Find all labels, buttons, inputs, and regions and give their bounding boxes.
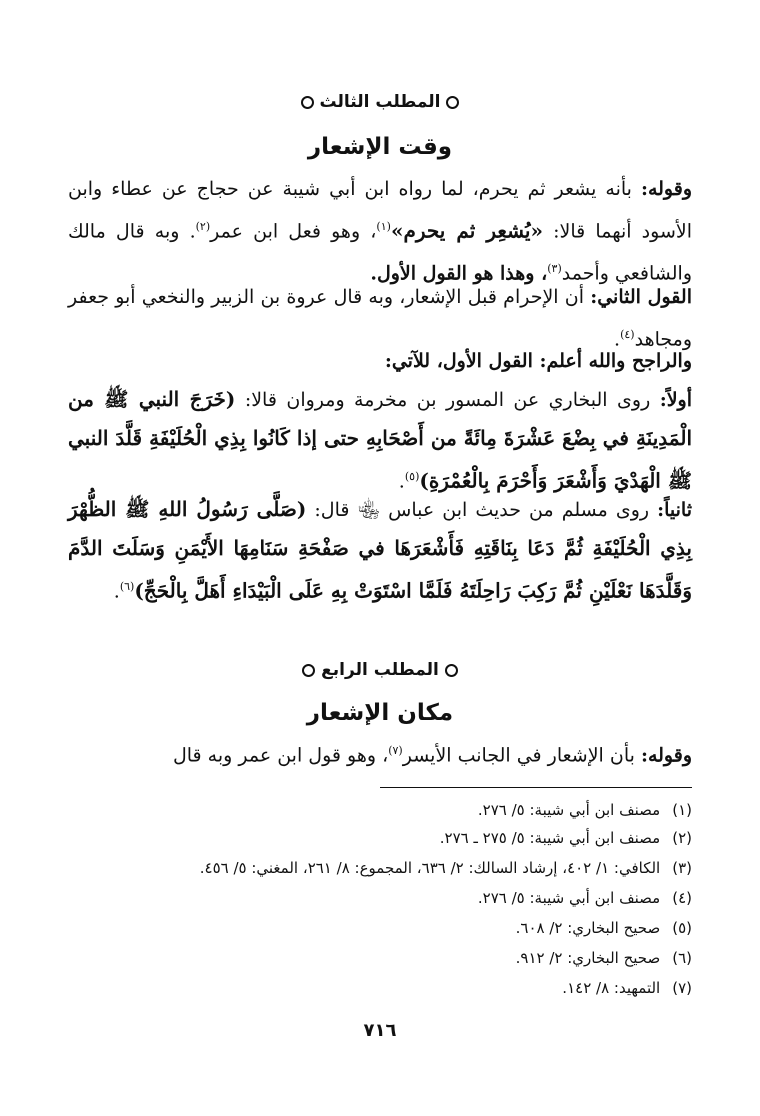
footnote-text: التمهيد: ٨/ ١٤٢. (562, 979, 661, 997)
footnote-6 (68, 948, 692, 968)
heading-place-of-marking: مكان الإشعار (306, 700, 454, 726)
footnote-4 (68, 888, 692, 908)
hadith-quote: «يُشعِر ثم يحرم» (390, 218, 543, 243)
footnote-ref[interactable]: (١) (376, 220, 391, 233)
circle-bullet-icon (445, 664, 458, 677)
para-text: ، وهو فعل ابن عمر (210, 220, 377, 243)
circle-bullet-icon (446, 96, 459, 109)
footnote-text: الكافي: ١/ ٤٠٢، إرشاد السالك: ٢/ ٦٣٦، المجموع: ٨/ ٢٦١، المغني: ٥/ ٤٥٦. (199, 859, 661, 877)
para-text: أن الإحرام قبل الإشعار، وبه قال عروة بن الزبير والنخعي أبو جعفر ومجاهد (68, 286, 692, 351)
section-label-text: المطلب الثالث (319, 92, 441, 112)
footnote-ref[interactable]: (٧) (388, 744, 403, 757)
paragraph-6 (68, 732, 692, 774)
footnote-number: (٣) (672, 859, 692, 877)
para-lead: القول الثاني: (590, 286, 692, 308)
footnote-text: مصنف ابن أبي شيبة: ٥/ ٢٧٦. (477, 889, 661, 907)
footnote-text: صحيح البخاري: ٢/ ٦٠٨. (515, 919, 661, 937)
footnote-ref[interactable]: (٢) (195, 220, 211, 233)
footnote-text: صحيح البخاري: ٢/ ٩١٢. (515, 949, 661, 967)
para-text: . وبه قال مالك والشافعي وأحمد (68, 220, 692, 285)
paragraph-4 (68, 380, 692, 500)
footnote-ref[interactable]: (٥) (404, 470, 420, 483)
para-lead: ثانياً: (657, 499, 692, 521)
footnote-number: (١) (672, 801, 692, 819)
circle-bullet-icon (301, 96, 314, 109)
footnote-number: (٧) (672, 979, 692, 997)
para-text: ، وهذا هو القول الأول. (370, 262, 548, 285)
para-text: والراجح والله أعلم: القول الأول، للآتي: (384, 350, 692, 372)
para-lead: وقوله: (640, 744, 692, 767)
section-label-fourth (0, 660, 760, 680)
para-text: ، وهو قول ابن عمر وبه قال (172, 744, 389, 767)
para-text: . (614, 328, 621, 351)
footnote-2 (68, 828, 692, 848)
footnote-text: مصنف ابن أبي شيبة: ٥/ ٢٧٦. (477, 801, 661, 819)
footnote-text: مصنف ابن أبي شيبة: ٥/ ٢٧٥ ـ ٢٧٦. (439, 829, 661, 847)
footnote-number: (٢) (672, 829, 692, 847)
para-text: روى مسلم من حديث ابن عباس ﵄ قال: (306, 499, 658, 521)
page-number: ٧١٦ (363, 1020, 397, 1041)
footnote-ref[interactable]: (٤) (620, 328, 635, 341)
footnote-5 (68, 918, 692, 938)
para-lead: وقوله: (640, 178, 692, 200)
para-text: بأنه يشعر ثم يحرم، لما رواه ابن أبي شيبة عن حجاج عن عطاء وابن الأسود أنهما قالا: (68, 178, 692, 243)
paragraph-5 (68, 490, 692, 610)
para-text: . (398, 470, 405, 493)
footnote-1 (68, 800, 692, 820)
footnote-divider (380, 787, 692, 788)
para-lead: أولاً: (659, 389, 692, 411)
section-label-third (0, 92, 760, 112)
paragraph-1 (68, 170, 692, 293)
footnote-7 (68, 978, 692, 998)
paragraph-3 (68, 342, 692, 380)
para-text: . (113, 580, 120, 603)
footnote-number: (٦) (672, 949, 692, 967)
para-text: روى البخاري عن المسور بن مخرمة ومروان قالا: (235, 389, 660, 411)
para-text: بأن الإشعار في الجانب الأيسر (402, 744, 641, 767)
hadith-quote: (صَلَّى رَسُولُ اللهِ ﷺ الظُّهْرَ بِذِي الْحُلَيْفَةِ ثُمَّ دَعَا بِنَاقَتِهِ فَأَشْعَرَهَا في صَفْحَةِ سَنَامِهَا الأَيْمَنِ وَسَلَتَ الدَّمَ وَقَلَّدَهَا نَعْلَيْنِ ثُمَّ رَكِبَ رَاحِلَتَهُ فَلَمَّا اسْتَوَتْ بِهِ عَلَى الْبَيْدَاءِ أَهَلَّ بِالْحَجِّ) (68, 497, 692, 603)
section-label-text: المطلب الرابع (321, 660, 439, 680)
footnote-3 (68, 858, 692, 878)
footnote-number: (٤) (672, 889, 692, 907)
circle-bullet-icon (302, 664, 315, 677)
heading-timing-of-marking: وقت الإشعار (307, 134, 453, 160)
hadith-quote: (خَرَجَ النبي ﷺ من الْمَدِينَةِ في بِضْعَ عَشْرَةَ مِائَةً من أَصْحَابِهِ حتى إذا كَانُوا بِذِي الْحُلَيْفَةِ قَلَّدَ النبي ﷺ الْهَدْيَ وَأَشْعَرَ وَأَحْرَمَ بِالْعُمْرَةِ) (68, 387, 692, 493)
footnote-number: (٥) (672, 919, 692, 937)
footnote-ref[interactable]: (٣) (547, 262, 562, 276)
footnote-ref[interactable]: (٦) (119, 580, 135, 593)
